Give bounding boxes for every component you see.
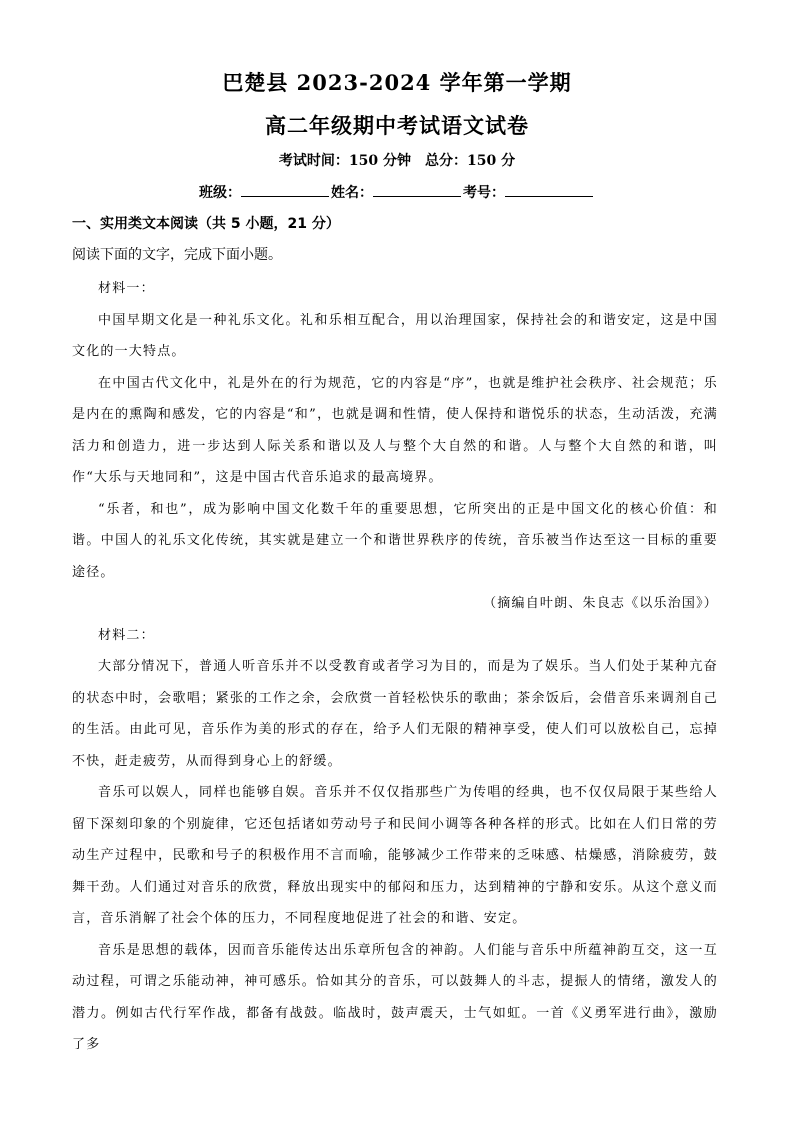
section-heading: 一、实用类文本阅读（共 5 小题，21 分）	[72, 216, 340, 232]
student-info-fields	[0, 182, 794, 202]
name-blank[interactable]	[373, 182, 461, 197]
number-label: 考号：	[463, 185, 505, 201]
name-label: 姓名：	[331, 185, 373, 201]
exam-title-line1: 巴楚县 2023-2024 学年第一学期	[222, 70, 572, 95]
material2-paragraph: 音乐可以娱人，同样也能够自娱。音乐并不仅仅指那些广为传唱的经典，也不仅仅局限于某些给人留下深刻印象的个别旋律，它还包括诸如劳动号子和民间小调等各种各样的形式。比如在人们日常的劳动生产过程中，民歌和号子的积极作用不言而喻，能够减少工作带来的乏味感、枯燥感，消除疲劳，鼓舞干劲。人们通过对音乐的欣赏，释放出现实中的郁闷和压力，达到精神的宁静和安乐。从这个意义而言，音乐消解了社会个体的压力，不同程度地促进了社会的和谐、安定。	[72, 785, 718, 926]
material1-label: 材料一：	[98, 281, 155, 296]
reading-passage	[72, 273, 718, 1061]
class-blank[interactable]	[241, 182, 329, 197]
class-label: 班级：	[199, 185, 241, 201]
material1-paragraph: “乐者，和也”，成为影响中国文化数千年的重要思想，它所突出的正是中国文化的核心价值：和谐。中国人的礼乐文化传统，其实就是建立一个和谐世界秩序的传统，音乐被当作达至这一目标的重要途径。	[72, 501, 718, 580]
total-score: 总分：150 分	[425, 153, 516, 169]
material2-label: 材料二：	[98, 627, 155, 643]
material2-paragraph: 大部分情况下，普通人听音乐并不以受教育或者学习为目的，而是为了娱乐。当人们处于某种亢奋的状态中时，会歌唱；紧张的工作之余，会欣赏一首轻松快乐的歌曲；茶余饭后，会借音乐来调剂自己的生活。由此可见，音乐作为美的形式的存在，给予人们无限的精神享受，使人们可以放松自己，忘掉不快，赶走疲劳，从而得到身心上的舒缓。	[72, 659, 718, 769]
number-blank[interactable]	[505, 182, 593, 197]
material1-source: （摘编自叶朗、朱良志《以乐治国》）	[483, 596, 718, 611]
material1-paragraph: 中国早期文化是一种礼乐文化。礼和乐相互配合，用以治理国家，保持社会的和谐安定，这是中国文化的一大特点。	[72, 312, 718, 359]
material1-paragraph: 在中国古代文化中，礼是外在的行为规范，它的内容是“序”，也就是维护社会秩序、社会规范；乐是内在的熏陶和感发，它的内容是“和”，也就是调和性情，使人保持和谐悦乐的状态，生动活泼，充满活力和创造力，进一步达到人际关系和谐以及人与整个大自然的和谐。人与整个大自然的和谐，叫作“大乐与天地同和”，这是中国古代音乐追求的最高境界。	[72, 375, 718, 485]
exam-time: 考试时间：150 分钟	[278, 153, 411, 169]
material2-paragraph: 音乐是思想的载体，因而音乐能传达出乐章所包含的神韵。人们能与音乐中所蕴神韵互交，这一互动过程，可谓之乐能动神，神可感乐。恰如其分的音乐，可以鼓舞人的斗志，提振人的情绪，激发人的潜力。例如古代行军作战，都备有战鼓。临战时，鼓声震天，士气如虹。一首《义勇军进行曲》，激励了多	[72, 942, 718, 1052]
exam-meta	[0, 150, 794, 170]
section-instruction: 阅读下面的文字，完成下面小题。	[72, 247, 282, 263]
exam-title-line2: 高二年级期中考试语文试卷	[265, 113, 529, 138]
